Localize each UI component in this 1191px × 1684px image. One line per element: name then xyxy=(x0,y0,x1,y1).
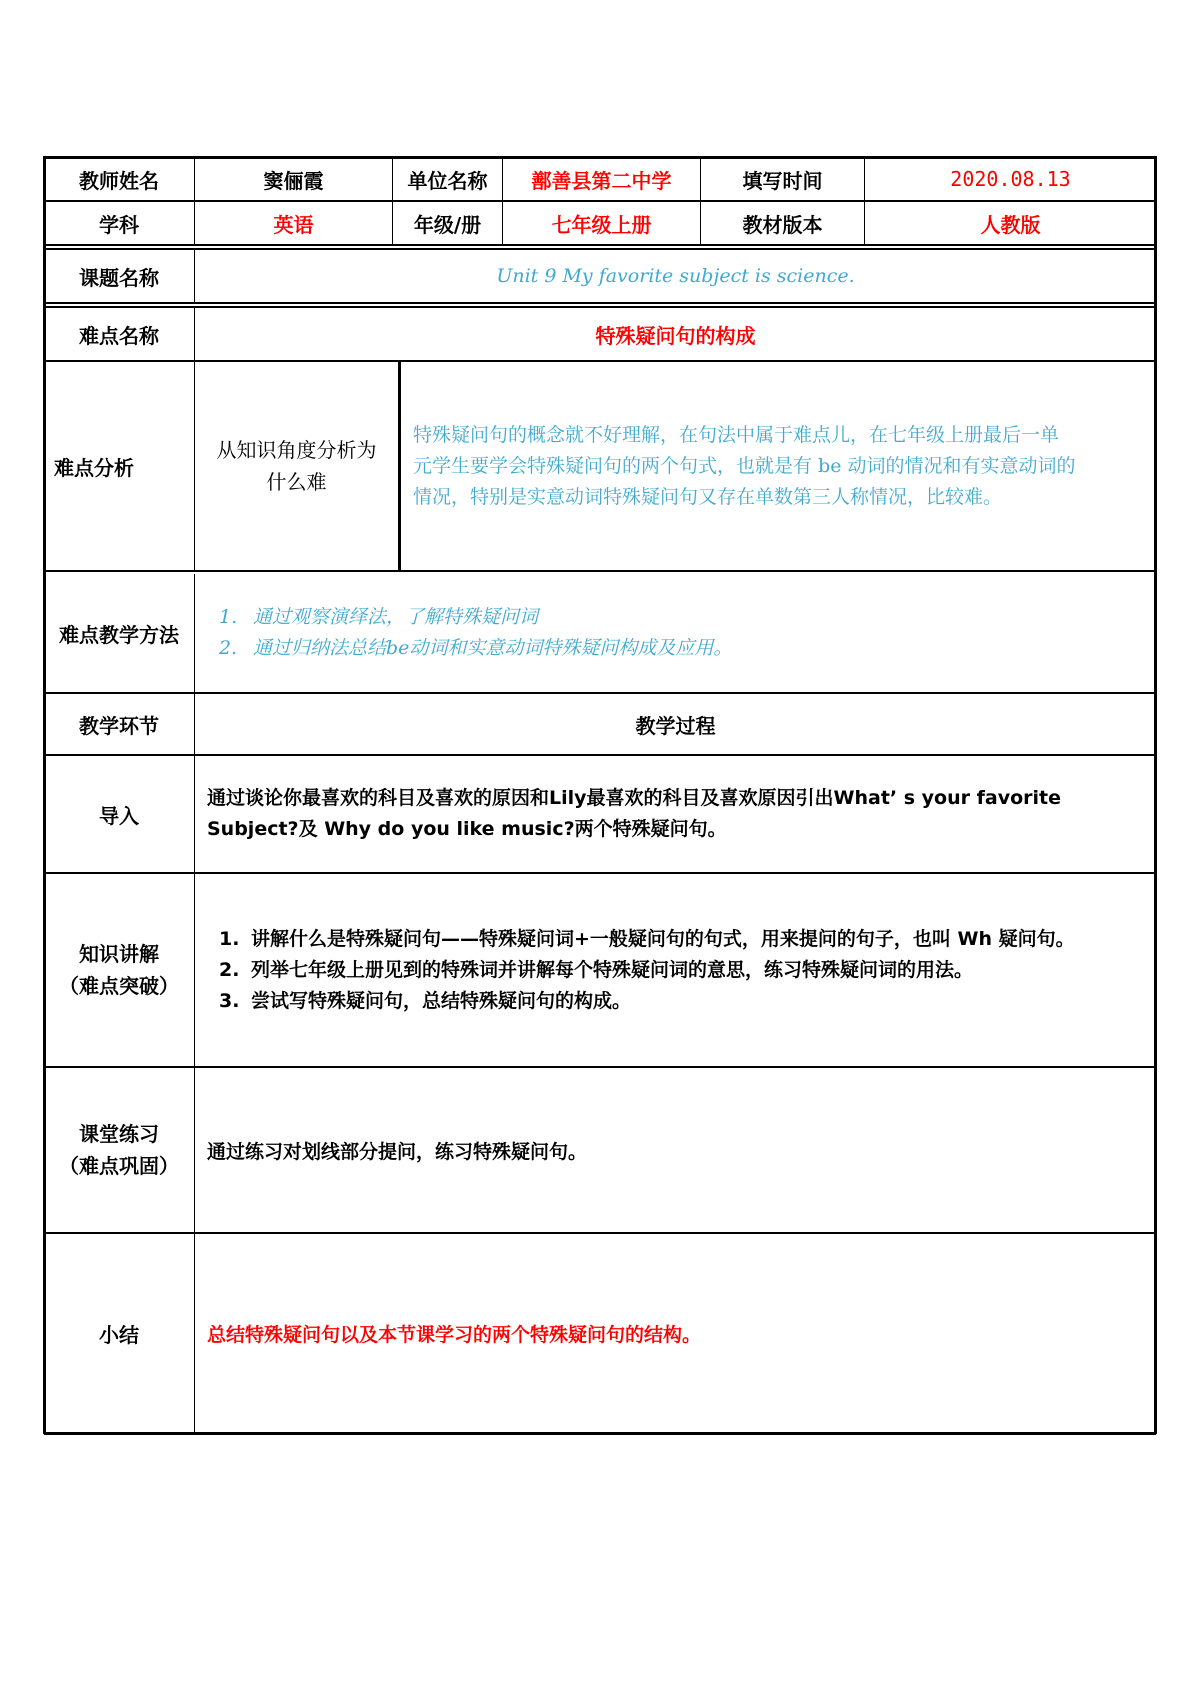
table-bottom-border xyxy=(44,1432,1156,1435)
subject-label: 学科 xyxy=(99,212,139,237)
difficulty-name-row xyxy=(44,308,1156,360)
grade-label: 年级/册 xyxy=(392,202,502,244)
row-divider xyxy=(44,248,1156,250)
analysis-sub-label xyxy=(194,362,398,570)
knowledge-item: 2. 列举七年级上册见到的特殊词并讲解每个特殊疑问词的意思，练习特殊疑问词的用法。 xyxy=(219,958,974,981)
topic-row xyxy=(44,250,1156,302)
table-top-border xyxy=(44,156,1156,159)
header-row-1 xyxy=(44,158,1156,200)
row-divider xyxy=(44,872,1156,874)
subject-value: 英语 xyxy=(194,202,392,244)
method-item: 1. 通过观察演绎法，了解特殊疑问词 xyxy=(219,606,539,628)
analysis-line-3: 情况，特别是实意动词特殊疑问句又存在单数第三人称情况，比较难。 xyxy=(413,485,1003,508)
practice-label-line1: 课堂练习 xyxy=(79,1122,159,1146)
difficulty-name-value: 特殊疑问句的构成 xyxy=(194,308,1156,360)
knowledge-item: 3. 尝试写特殊疑问句，总结特殊疑问句的构成。 xyxy=(219,989,632,1012)
fill-date-label: 填写时间 xyxy=(700,158,864,200)
process-title: 教学过程 xyxy=(194,694,1156,754)
analysis-line-1: 特殊疑问句的概念就不好理解，在句法中属于难点儿，在七年级上册最后一单 xyxy=(413,423,1060,446)
row-divider xyxy=(44,570,1156,572)
header-row-2 xyxy=(44,202,1156,244)
row-divider xyxy=(44,1232,1156,1234)
process-stage-label: 教学环节 xyxy=(79,713,159,738)
practice-text: 通过练习对划线部分提问，练习特殊疑问句。 xyxy=(194,1068,1156,1232)
topic-value: Unit 9 My favorite subject is science. xyxy=(194,250,1156,302)
practice-label-line2: （难点巩固） xyxy=(59,1154,179,1178)
fill-date-value: 2020.08.13 xyxy=(864,158,1156,200)
knowledge-list xyxy=(194,874,1156,1066)
analysis-label: 难点分析 xyxy=(54,455,134,480)
summary-label: 小结 xyxy=(99,1322,139,1347)
intro-line-2: Subject?及 Why do you like music?两个特殊疑问句。 xyxy=(207,818,727,840)
row-divider xyxy=(44,244,1156,246)
unit-name-value: 鄯善县第二中学 xyxy=(502,158,700,200)
edition-label: 教材版本 xyxy=(700,202,864,244)
row-divider xyxy=(44,302,1156,304)
method-item: 2. 通过归纳法总结be动词和实意动词特殊疑问构成及应用。 xyxy=(219,637,733,659)
summary-row xyxy=(44,1234,1156,1432)
knowledge-item: 1. 讲解什么是特殊疑问句——特殊疑问词+一般疑问句的句式，用来提问的句子，也叫 Wh 疑问句。 xyxy=(219,927,1075,950)
intro-row xyxy=(44,756,1156,872)
intro-label: 导入 xyxy=(99,803,139,828)
unit-name-label: 单位名称 xyxy=(392,158,502,200)
teacher-name-label: 教师姓名 xyxy=(79,168,159,193)
topic-label: 课题名称 xyxy=(79,265,159,290)
row-divider xyxy=(44,754,1156,756)
analysis-line-2: 元学生要学会特殊疑问句的两个句式，也就是有 be 动词的情况和有实意动词的 xyxy=(413,454,1076,477)
row-divider xyxy=(44,692,1156,694)
method-row xyxy=(44,574,1156,692)
knowledge-label xyxy=(44,874,194,1066)
grade-value: 七年级上册 xyxy=(502,202,700,244)
row-divider xyxy=(44,360,1156,362)
analysis-text xyxy=(398,362,1156,570)
difficulty-name-label: 难点名称 xyxy=(79,323,159,348)
table-right-border xyxy=(1154,156,1157,1434)
intro-line-1: 通过谈论你最喜欢的科目及喜欢的原因和Lily最喜欢的科目及喜欢原因引出What’ s your favorite xyxy=(207,787,1061,809)
row-divider xyxy=(44,200,1156,202)
table-left-border xyxy=(43,156,46,1434)
analysis-sub-label-line2: 什么难 xyxy=(266,470,327,494)
analysis-row xyxy=(44,362,1156,570)
knowledge-label-line2: （难点突破） xyxy=(59,974,179,998)
knowledge-row xyxy=(44,874,1156,1066)
summary-text: 总结特殊疑问句以及本节课学习的两个特殊疑问句的结构。 xyxy=(194,1234,1156,1432)
intro-text xyxy=(194,756,1156,872)
method-label: 难点教学方法 xyxy=(59,622,179,647)
practice-label xyxy=(44,1068,194,1232)
analysis-sub-label-line1: 从知识角度分析为 xyxy=(216,438,377,462)
row-divider xyxy=(44,306,1156,308)
row-divider xyxy=(44,1066,1156,1068)
method-list xyxy=(194,574,1156,692)
knowledge-label-line1: 知识讲解 xyxy=(79,942,159,966)
process-header-row xyxy=(44,694,1156,754)
practice-row xyxy=(44,1068,1156,1232)
edition-value: 人教版 xyxy=(864,202,1156,244)
teacher-name-value: 窦俪霞 xyxy=(194,158,392,200)
